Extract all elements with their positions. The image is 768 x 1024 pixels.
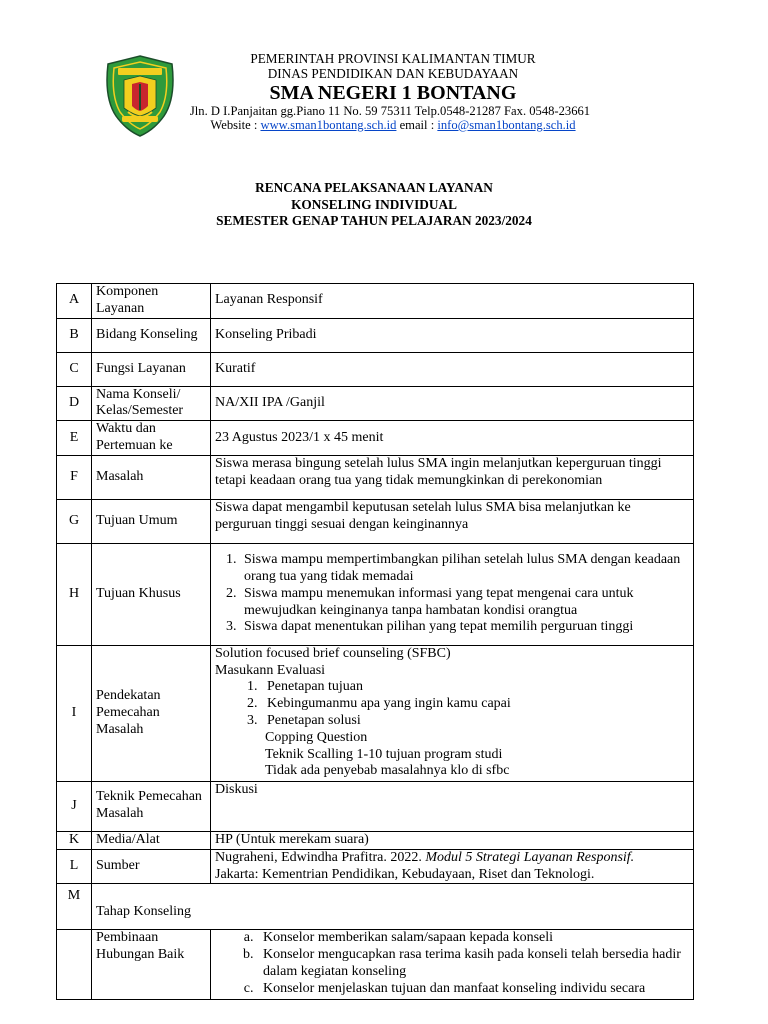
approach-intro-2: Masukann Evaluasi xyxy=(215,662,326,678)
approach-intro: Solution focused brief counseling (SFBC) xyxy=(215,645,451,661)
rapport-list xyxy=(215,930,689,997)
table-row xyxy=(57,884,694,930)
row-value: HP (Untuk merekam suara) xyxy=(211,831,694,849)
row-code: L xyxy=(57,849,92,884)
row-value xyxy=(211,543,694,645)
title-line-1: RENCANA PELAKSANAAN LAYANAN xyxy=(255,180,493,195)
row-label: Tujuan Umum xyxy=(92,499,211,543)
list-item: 1. Siswa mampu mempertimbangkan pilihan setelah lulus SMA dengan keadaan orang tua yang tidak memadai xyxy=(240,552,689,586)
row-code: I xyxy=(57,645,92,781)
row-label: Sumber xyxy=(92,849,211,884)
row-value: Layanan Responsif xyxy=(211,284,694,319)
table-row xyxy=(57,781,694,831)
website-label: Website : xyxy=(210,117,261,132)
row-code: E xyxy=(57,421,92,456)
list-item: 2. Siswa mampu menemukan informasi yang tepat mengenai cara untuk mewujudkan keinginanya tanpa hambatan kondisi orangtua xyxy=(240,586,689,620)
table-row xyxy=(57,645,694,781)
table-row xyxy=(57,831,694,849)
table-row xyxy=(57,352,694,386)
row-code: H xyxy=(57,543,92,645)
row-label: Nama Konseli/ Kelas/Semester xyxy=(92,386,211,421)
row-label: Bidang Konseling xyxy=(92,318,211,352)
source-publisher: Jakarta: Kementrian Pendidikan, Kebudayaan, Riset dan Teknologi. xyxy=(215,866,595,882)
table-row xyxy=(57,386,694,421)
row-value xyxy=(211,645,694,781)
contact-line xyxy=(178,119,608,133)
row-code xyxy=(57,930,92,1000)
table-row xyxy=(57,543,694,645)
title-line-3: SEMESTER GENAP TAHUN PELAJARAN 2023/2024 xyxy=(216,213,532,229)
row-label: Pendekatan Pemecahan Masalah xyxy=(92,645,211,781)
row-code: J xyxy=(57,781,92,831)
row-label: Pembinaan Hubungan Baik xyxy=(92,930,211,1000)
row-value: Diskusi xyxy=(211,781,694,831)
row-value: Kuratif xyxy=(211,352,694,386)
objective-list xyxy=(215,552,689,636)
list-item: a. Konselor memberikan salam/sapaan kepada konseli xyxy=(257,930,689,947)
source-author: Nugraheni, Edwindha Prafitra. 2022. xyxy=(215,849,426,865)
letterhead xyxy=(178,52,608,133)
table-row xyxy=(57,849,694,884)
row-label: Media/Alat xyxy=(92,831,211,849)
row-value: Konseling Pribadi xyxy=(211,318,694,352)
table-row xyxy=(57,930,694,1000)
kaltim-provincial-emblem-icon xyxy=(102,54,178,138)
list-item: 1. Penetapan tujuan xyxy=(261,679,689,696)
email-link[interactable]: info@sman1bontang.sch.id xyxy=(437,117,576,132)
list-item: 2. Kebingumanmu apa yang ingin kamu capai xyxy=(261,696,689,713)
approach-subitem: Copping Question xyxy=(265,729,368,745)
row-label: Fungsi Layanan xyxy=(92,352,211,386)
row-code: A xyxy=(57,284,92,319)
table-row xyxy=(57,421,694,456)
plan-table xyxy=(56,283,694,1000)
row-code: C xyxy=(57,352,92,386)
table-row xyxy=(57,318,694,352)
approach-subitem: Teknik Scalling 1-10 tujuan program studi xyxy=(265,746,503,762)
row-label: Tujuan Khusus xyxy=(92,543,211,645)
approach-list xyxy=(215,679,689,729)
list-item: 3. Penetapan solusi xyxy=(261,713,689,730)
list-item: 3. Siswa dapat menentukan pilihan yang tepat memilih perguruan tinggi xyxy=(240,619,689,636)
department-line: DINAS PENDIDIKAN DAN KEBUDAYAAN xyxy=(267,65,519,81)
approach-subitem: Tidak ada penyebab masalahnya klo di sfbc xyxy=(265,763,510,779)
row-label: Waktu dan Pertemuan ke xyxy=(92,421,211,456)
row-value: NA/XII IPA /Ganjil xyxy=(211,386,694,421)
title-line-2: KONSELING INDIVIDUAL xyxy=(291,196,457,212)
row-code: K xyxy=(57,831,92,849)
website-link[interactable]: www.sman1bontang.sch.id xyxy=(260,117,397,132)
row-label: Tahap Konseling xyxy=(92,884,694,930)
list-item: b. Konselor mengucapkan rasa terima kasih pada konseli telah bersedia hadir dalam kegiatan konseling xyxy=(257,947,689,981)
table-row xyxy=(57,499,694,543)
row-label: Teknik Pemecahan Masalah xyxy=(92,781,211,831)
row-code: B xyxy=(57,318,92,352)
row-code: G xyxy=(57,499,92,543)
document-title xyxy=(0,180,748,230)
list-item: c. Konselor menjelaskan tujuan dan manfaat konseling individu secara xyxy=(257,981,689,998)
school-name: SMA NEGERI 1 BONTANG xyxy=(269,82,517,105)
row-value: 23 Agustus 2023/1 x 45 menit xyxy=(211,421,694,456)
table-row xyxy=(57,284,694,319)
row-code: M xyxy=(57,884,92,930)
row-value: Siswa dapat mengambil keputusan setelah lulus SMA bisa melanjutkan ke perguruan tinggi sesuai dengan keinginannya xyxy=(211,499,694,543)
row-label: Komponen Layanan xyxy=(92,284,211,319)
email-label: email : xyxy=(396,117,438,132)
row-value xyxy=(211,849,694,884)
row-code: F xyxy=(57,455,92,499)
source-title: Modul 5 Strategi Layanan Responsif. xyxy=(425,849,635,865)
row-code: D xyxy=(57,386,92,421)
row-value xyxy=(211,930,694,1000)
row-label: Masalah xyxy=(92,455,211,499)
government-line: PEMERINTAH PROVINSI KALIMANTAN TIMUR xyxy=(250,51,536,66)
address-line: Jln. D I.Panjaitan gg.Piano 11 No. 59 75311 Telp.0548-21287 Fax. 0548-23661 xyxy=(189,104,591,119)
row-value: Siswa merasa bingung setelah lulus SMA ingin melanjutkan keperguruan tinggi tetapi keadaan orang tua yang tidak memungkinkan di perekonomian xyxy=(211,455,694,499)
table-row xyxy=(57,455,694,499)
